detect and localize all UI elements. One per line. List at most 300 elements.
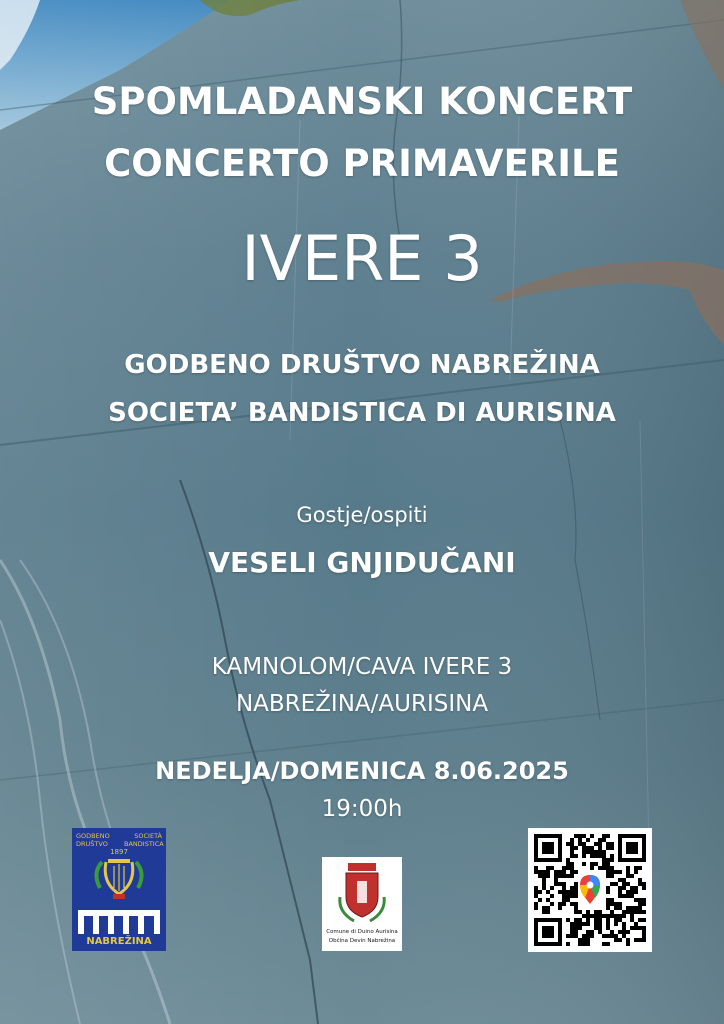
qr-module [542, 910, 546, 914]
qr-module [550, 894, 554, 898]
qr-module [546, 910, 550, 914]
qr-module [570, 934, 574, 938]
qr-module [614, 906, 618, 910]
qr-module [558, 874, 562, 878]
qr-module [618, 902, 622, 906]
qr-module [610, 898, 614, 902]
qr-module [602, 934, 606, 938]
qr-module [642, 882, 646, 886]
qr-module [614, 938, 618, 942]
qr-module [630, 874, 634, 878]
qr-module [570, 862, 574, 866]
qr-module [574, 922, 578, 926]
qr-module [534, 894, 538, 898]
qr-module [590, 914, 594, 918]
qr-module [554, 882, 558, 886]
qr-module [598, 866, 602, 870]
qr-module [546, 898, 550, 902]
qr-module [538, 870, 542, 874]
qr-module [622, 914, 626, 918]
qr-module [630, 914, 634, 918]
qr-module [634, 910, 638, 914]
qr-module [570, 902, 574, 906]
qr-module [622, 922, 626, 926]
qr-module [610, 910, 614, 914]
qr-module [586, 838, 590, 842]
guests-name: VESELI GNJIDUČANI [208, 546, 516, 579]
qr-module [626, 894, 630, 898]
qr-module [578, 922, 582, 926]
qr-module [618, 930, 622, 934]
qr-module [606, 862, 610, 866]
qr-module [538, 890, 542, 894]
qr-module [606, 906, 610, 910]
qr-module [570, 842, 574, 846]
qr-module [610, 902, 614, 906]
qr-module [614, 882, 618, 886]
qr-module [598, 846, 602, 850]
qr-module [550, 866, 554, 870]
qr-module [634, 866, 638, 870]
qr-module [578, 942, 582, 946]
qr-module [602, 858, 606, 862]
qr-module [618, 906, 622, 910]
municipality-caption-1: Comune di Duino Aurisina [326, 929, 398, 935]
qr-module [622, 882, 626, 886]
qr-module [614, 934, 618, 938]
qr-module [610, 930, 614, 934]
qr-module [594, 842, 598, 846]
qr-module [534, 890, 538, 894]
qr-module [586, 930, 590, 934]
qr-module [610, 934, 614, 938]
qr-module [542, 886, 546, 890]
qr-module [606, 914, 610, 918]
qr-module [562, 898, 566, 902]
qr-module [606, 926, 610, 930]
qr-module [618, 918, 622, 922]
qr-module [570, 890, 574, 894]
qr-module [614, 922, 618, 926]
qr-module [594, 910, 598, 914]
qr-module [602, 942, 606, 946]
qr-module [634, 922, 638, 926]
qr-module [598, 838, 602, 842]
qr-module [594, 918, 598, 922]
qr-module [618, 886, 622, 890]
qr-module [634, 938, 638, 942]
qr-module [614, 914, 618, 918]
municipality-logo [322, 857, 402, 951]
qr-module [610, 846, 614, 850]
qr-module [626, 930, 630, 934]
qr-module [582, 938, 586, 942]
qr-module [558, 870, 562, 874]
qr-module [570, 930, 574, 934]
qr-module [574, 930, 578, 934]
event-name: IVERE 3 [241, 222, 483, 295]
qr-module [634, 926, 638, 930]
qr-module [562, 866, 566, 870]
qr-module [594, 926, 598, 930]
qr-module [554, 878, 558, 882]
qr-module [606, 886, 610, 890]
qr-module [638, 918, 642, 922]
qr-module [562, 886, 566, 890]
qr-module [558, 902, 562, 906]
qr-module [610, 870, 614, 874]
qr-module [626, 882, 630, 886]
qr-module [634, 870, 638, 874]
qr-module [590, 846, 594, 850]
qr-module [638, 902, 642, 906]
qr-module [606, 874, 610, 878]
qr-module [586, 934, 590, 938]
qr-module [578, 842, 582, 846]
qr-module [642, 886, 646, 890]
qr-module [598, 850, 602, 854]
qr-module [626, 910, 630, 914]
qr-module [582, 850, 586, 854]
map-pin-icon [578, 872, 602, 906]
qr-module [598, 854, 602, 858]
qr-module [570, 866, 574, 870]
qr-module [574, 882, 578, 886]
qr-module [590, 866, 594, 870]
qr-module [566, 918, 570, 922]
qr-module [622, 910, 626, 914]
qr-module [542, 874, 546, 878]
qr-module [626, 870, 630, 874]
qr-module [626, 938, 630, 942]
qr-module [586, 846, 590, 850]
qr-module [626, 942, 630, 946]
qr-module [638, 938, 642, 942]
qr-module [634, 898, 638, 902]
qr-module [594, 850, 598, 854]
qr-finder-top-right [618, 834, 646, 862]
qr-module [642, 910, 646, 914]
qr-module [570, 850, 574, 854]
qr-module [562, 882, 566, 886]
qr-module [566, 874, 570, 878]
qr-module [570, 838, 574, 842]
qr-module [574, 870, 578, 874]
qr-module [538, 874, 542, 878]
qr-module [598, 918, 602, 922]
qr-module [574, 890, 578, 894]
qr-module [578, 834, 582, 838]
qr-module [566, 934, 570, 938]
qr-module [546, 866, 550, 870]
qr-module [578, 838, 582, 842]
qr-module [598, 914, 602, 918]
band-logo-place: NABREŽINA [86, 936, 152, 947]
qr-module [582, 934, 586, 938]
qr-module [618, 914, 622, 918]
qr-module [606, 870, 610, 874]
qr-module [546, 906, 550, 910]
qr-module [562, 890, 566, 894]
qr-module [574, 918, 578, 922]
qr-module [638, 866, 642, 870]
title-slovene: SPOMLADANSKI KONCERT [91, 80, 633, 123]
qr-module [590, 862, 594, 866]
qr-module [590, 850, 594, 854]
qr-module [602, 862, 606, 866]
qr-module [570, 894, 574, 898]
qr-module [606, 834, 610, 838]
event-date: NEDELJA/DOMENICA 8.06.2025 [155, 757, 569, 785]
venue-line-2: NABREŽINA/AURISINA [235, 691, 489, 717]
qr-module [602, 854, 606, 858]
qr-module [594, 922, 598, 926]
qr-module [574, 902, 578, 906]
qr-module [638, 898, 642, 902]
qr-module [626, 906, 630, 910]
qr-module [566, 894, 570, 898]
qr-module [610, 866, 614, 870]
municipality-caption-2: Občina Devin Nabrežina [328, 938, 396, 944]
qr-finder-top-left [534, 834, 562, 862]
qr-module [622, 926, 626, 930]
qr-module [622, 894, 626, 898]
qr-module [618, 938, 622, 942]
qr-module [566, 942, 570, 946]
band-name-italian: SOCIETA’ BANDISTICA DI AURISINA [108, 398, 616, 428]
qr-module [610, 882, 614, 886]
qr-module [582, 834, 586, 838]
qr-finder-bottom-left [534, 918, 562, 946]
qr-module [598, 926, 602, 930]
qr-module [578, 910, 582, 914]
qr-module [586, 918, 590, 922]
qr-module [606, 918, 610, 922]
coat-of-arms-icon [322, 857, 402, 927]
qr-module [550, 886, 554, 890]
qr-module [590, 854, 594, 858]
qr-module [602, 866, 606, 870]
qr-module [570, 926, 574, 930]
qr-module [570, 886, 574, 890]
qr-module [554, 874, 558, 878]
qr-module [574, 886, 578, 890]
qr-module [602, 850, 606, 854]
qr-module [582, 942, 586, 946]
qr-module [534, 866, 538, 870]
qr-module [606, 942, 610, 946]
qr-module [618, 878, 622, 882]
qr-module [606, 866, 610, 870]
qr-module [602, 838, 606, 842]
qr-module [626, 874, 630, 878]
qr-module [586, 910, 590, 914]
qr-module [638, 926, 642, 930]
qr-module [634, 886, 638, 890]
qr-module [642, 930, 646, 934]
band-logo [72, 828, 166, 951]
qr-module [562, 902, 566, 906]
qr-module [586, 942, 590, 946]
qr-module [542, 906, 546, 910]
qr-module [566, 866, 570, 870]
qr-module [574, 910, 578, 914]
qr-module [642, 926, 646, 930]
qr-module [574, 854, 578, 858]
qr-module [630, 890, 634, 894]
qr-module [622, 878, 626, 882]
qr-module [598, 922, 602, 926]
band-logo-text-right: SOCIETÀ BANDISTICA [124, 832, 164, 848]
qr-module [534, 870, 538, 874]
qr-module [586, 938, 590, 942]
qr-module [618, 894, 622, 898]
qr-module [602, 834, 606, 838]
qr-module [614, 918, 618, 922]
qr-module [642, 898, 646, 902]
qr-module [566, 890, 570, 894]
qr-module [634, 890, 638, 894]
qr-module [562, 870, 566, 874]
qr-module [622, 886, 626, 890]
qr-module [606, 846, 610, 850]
qr-module [546, 870, 550, 874]
qr-module [578, 926, 582, 930]
qr-module [630, 926, 634, 930]
qr-module [566, 898, 570, 902]
qr-module [582, 854, 586, 858]
qr-module [574, 834, 578, 838]
qr-module [562, 894, 566, 898]
venue-line-1: KAMNOLOM/CAVA IVERE 3 [211, 654, 513, 680]
qr-module [606, 842, 610, 846]
qr-module [606, 902, 610, 906]
qr-module [638, 906, 642, 910]
qr-module [574, 846, 578, 850]
qr-module [630, 906, 634, 910]
qr-module [622, 934, 626, 938]
qr-module [550, 902, 554, 906]
qr-module [570, 854, 574, 858]
qr-module [554, 870, 558, 874]
qr-module [610, 858, 614, 862]
qr-module [578, 938, 582, 942]
qr-module [606, 858, 610, 862]
qr-module [610, 914, 614, 918]
qr-module [534, 902, 538, 906]
qr-module [582, 922, 586, 926]
qr-module [534, 906, 538, 910]
qr-module [570, 922, 574, 926]
qr-module [582, 914, 586, 918]
qr-module [582, 862, 586, 866]
band-logo-year: 1897 [110, 848, 128, 856]
qr-module [630, 894, 634, 898]
qr-module [574, 906, 578, 910]
qr-module [630, 886, 634, 890]
qr-module [630, 910, 634, 914]
qr-module [610, 854, 614, 858]
qr-module [642, 938, 646, 942]
qr-module [586, 850, 590, 854]
qr-module [634, 906, 638, 910]
qr-module [590, 834, 594, 838]
qr-module [610, 874, 614, 878]
qr-module [558, 890, 562, 894]
qr-module [566, 858, 570, 862]
qr-module [630, 918, 634, 922]
qr-module [606, 934, 610, 938]
qr-module [562, 874, 566, 878]
qr-module [642, 918, 646, 922]
event-time: 19:00h [321, 796, 403, 822]
qr-module [566, 842, 570, 846]
qr-module [570, 870, 574, 874]
qr-module [546, 890, 550, 894]
qr-module [542, 878, 546, 882]
qr-module [570, 874, 574, 878]
qr-module [626, 890, 630, 894]
qr-module [574, 926, 578, 930]
qr-module [638, 882, 642, 886]
qr-module [586, 914, 590, 918]
qr-module [618, 890, 622, 894]
band-name-slovene: GODBENO DRUŠTVO NABREŽINA [124, 350, 600, 380]
qr-module [594, 854, 598, 858]
qr-module [534, 886, 538, 890]
qr-module [574, 934, 578, 938]
qr-module [594, 914, 598, 918]
title-italian: CONCERTO PRIMAVERILE [104, 142, 620, 185]
qr-module [570, 846, 574, 850]
qr-module [614, 902, 618, 906]
qr-module [578, 918, 582, 922]
qr-module [566, 862, 570, 866]
qr-module [538, 898, 542, 902]
qr-code[interactable] [528, 828, 652, 952]
qr-module [590, 930, 594, 934]
qr-module [622, 930, 626, 934]
qr-module [638, 910, 642, 914]
qr-module [606, 922, 610, 926]
qr-module [626, 866, 630, 870]
qr-module [642, 934, 646, 938]
qr-module [558, 882, 562, 886]
qr-module [614, 870, 618, 874]
qr-module [638, 878, 642, 882]
qr-module [606, 890, 610, 894]
guests-label: Gostje/ospiti [296, 503, 428, 527]
qr-module [642, 902, 646, 906]
qr-module [602, 914, 606, 918]
qr-module [598, 930, 602, 934]
qr-module [542, 870, 546, 874]
qr-module [586, 922, 590, 926]
qr-module [546, 874, 550, 878]
qr-module [582, 842, 586, 846]
qr-module [594, 862, 598, 866]
qr-module [610, 842, 614, 846]
qr-module [598, 842, 602, 846]
qr-module [574, 894, 578, 898]
qr-module [558, 906, 562, 910]
qr-module [590, 934, 594, 938]
band-logo-text-left: GODBENO DRUŠTVO [76, 832, 110, 848]
qr-module [542, 882, 546, 886]
qr-module [618, 870, 622, 874]
qr-module [582, 846, 586, 850]
qr-module [598, 910, 602, 914]
